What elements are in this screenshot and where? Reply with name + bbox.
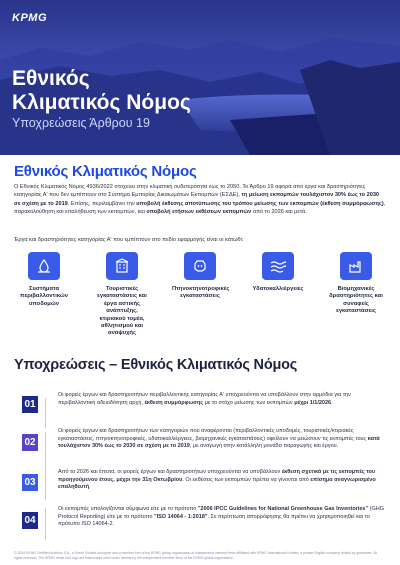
category-list xyxy=(14,252,386,342)
divider xyxy=(45,432,46,470)
section-title-obligations: Υποχρεώσεις – Εθνικός Κλιματικός Νόμος xyxy=(14,357,298,373)
divider xyxy=(45,398,46,428)
category-item xyxy=(328,252,384,316)
factory-icon xyxy=(348,258,364,274)
category-label: Τουριστικές εγκαταστάσεις και έργα αστικής ανάπτυξης, κτιριακού τομέα, αθλητισμού και αναψυχής xyxy=(97,286,147,337)
ob2-emph-b: κατά τουλάχιστον 30% έως το 2030 σε σχέση με το 2019 xyxy=(58,435,380,450)
hero-title-line-1: Εθνικός xyxy=(12,67,90,90)
ob4-emph-b: "2006 IPCC Guidelines for National Greenhouse Gas Inventories" xyxy=(197,506,369,512)
hero-banner xyxy=(0,0,400,155)
category-item xyxy=(16,252,72,308)
category-label: Συστήματα περιβαλλοντικών υποδομών xyxy=(20,286,68,307)
ob3-text-a: Από το 2026 και έπειτα, οι φορείς έργων και δραστηριοτήτων υποχρεούνται να υποβάλλουν xyxy=(58,469,282,475)
obligation-number: 04 xyxy=(22,512,38,529)
section-title-law: Εθνικός Κλιματικός Νόμος xyxy=(14,163,197,180)
category-item xyxy=(250,252,306,293)
category-icon-box xyxy=(262,252,294,280)
intro-emph-3: υποβολή ετήσιων εκθέσεων εκπομπών xyxy=(146,209,252,216)
obligation-number: 01 xyxy=(22,396,38,413)
ob1-emph-d: μέχρι 1/1/2026 xyxy=(294,399,332,406)
ob1-text-e: . xyxy=(331,399,333,406)
category-icon-box xyxy=(28,252,60,280)
intro-paragraph xyxy=(14,183,386,217)
ob2-text-e: έργου. xyxy=(322,443,339,450)
intro-emph-1: τη μείωση εκπομπών τουλάχιστον 30% έως το 2030 σε σχέση με το 2019 xyxy=(14,192,380,207)
category-label: Πτηνοκτηνοτροφικές εγκαταστάσεις xyxy=(172,286,230,300)
intro-text-3: , παρακολούθηση και επαλήθευση των εκπομπών, και xyxy=(14,200,386,216)
category-item xyxy=(94,252,150,338)
ob4-emph-d: "ISO 14064 - 1:2018" xyxy=(153,513,208,520)
hero-title-line-2: Κλιματικός Νόμος xyxy=(12,91,191,114)
category-icon-box xyxy=(184,252,216,280)
obligation-text xyxy=(58,506,388,529)
ob3-emph-d: επίσημα αναγνωρισμένο επαληθευτή xyxy=(58,476,376,491)
kpmg-logo: KPMG xyxy=(12,12,47,24)
hero-title xyxy=(12,67,191,115)
hero-subtitle: Υποχρεώσεις Άρθρου 19 xyxy=(12,116,150,130)
building-icon xyxy=(114,258,130,274)
obligation-number: 03 xyxy=(22,474,38,491)
legal-footer: © 2024 KPMG Certified Auditors S.A., a Greek Société Anonyme and a member firm of the KPMG global organization of independent member firms affiliated with KPMG International Limited, a private English company limited by guarantee. All rights reserved. The KPMG name and logo are trademarks used under license by the independent member firms of the KPMG global organization. xyxy=(14,551,377,560)
ob1-text-c: με το στόχο μείωσης των εκπομπών xyxy=(203,399,295,406)
category-icon-box xyxy=(340,252,372,280)
ob4-text-e: . Σε περίπτωση απορρόφησης θα πρέπει να χρησιμοποιηθεί και το πρότυπο ISO 14064-2. xyxy=(58,513,370,528)
obligation-text xyxy=(58,428,388,451)
ob4-text-c: (GHG Protocol Reporting) είτε με το πρότυπο xyxy=(58,506,384,520)
intro-text-2: . Επίσης, περιλαμβάνει την xyxy=(67,200,137,207)
obligation-text xyxy=(58,469,388,492)
ob3-emph-b: έκθεση σχετικά με τις εκπομπές του προηγούμενου έτους, μέχρι την 31η Οκτωβρίου xyxy=(58,469,376,483)
ob2-text-c: , με αναγωγή στην κατάλληλη μονάδα παραγωγής και xyxy=(189,443,323,450)
category-item xyxy=(172,252,228,301)
scope-sentence: Έργα και δραστηριότητες κατηγορίας Α' που εμπίπτουν στο πεδίο εφαρμογής είναι οι κάτωθι: xyxy=(14,237,244,243)
obligation-number: 02 xyxy=(22,434,38,451)
waves-icon xyxy=(270,258,286,274)
ob3-text-e: . xyxy=(89,484,91,491)
intro-emph-2: υποβολή έκθεσης αποτύπωσης του τρόπου μείωσης των εκπομπών (έκθεση συμμόρφωσης) xyxy=(136,200,384,207)
intro-text-4: από το 2026 και μετά. xyxy=(251,209,307,216)
ob4-text-a: Οι εκπομπές υπολογίζονται σύμφωνα είτε με το πρότυπο xyxy=(58,506,198,512)
obligation-text xyxy=(58,392,388,407)
category-icon-box xyxy=(106,252,138,280)
ob2-text-a: Οι φορείς έργων και δραστηριοτήτων των κατηγοριών που αναφέρονται (περιβαλλοντικές υποδομές, τουριστικές/κτιριακές εγκαταστάσεις, πτηνοκτηνοτροφικές, υδατοκαλλιέργειες, βιομηχανικές εγκαταστάσεις) οφείλουν να μειώσουν τις εκπομπές τους xyxy=(58,428,368,442)
livestock-icon xyxy=(192,258,208,274)
ob3-text-c: . Οι εκθέσεις των εκπομπών πρέπει να γίνονται από xyxy=(182,476,311,483)
ob1-text-a: Οι φορείς έργων και δραστηριοτήτων περιβαλλοντικής κατηγορίας Α' υποχρεούνται να υποβάλλουν στην αρμόδια για την περιβαλλοντική αδειοδότηση αρχή, xyxy=(58,392,351,406)
category-label: Υδατοκαλλιέργειες xyxy=(252,286,304,292)
ob1-emph-b: έκθεση συμμόρφωσης xyxy=(144,399,204,406)
intro-text-1: Ο Εθνικός Κλιματικός Νόμος 4936/2022 στοχεύει στην κλιματική ουδετερότητα έως το 2050. Το Άρθρο 19 αφορά από έργα και δραστηριότητες κατηγορίας Α' που δεν εμπίπτουν στο Σύστημα Εμπορίας Δικαιωμάτων Εκπομπών (ΕΣΔΕ), xyxy=(14,184,366,199)
divider xyxy=(45,508,46,540)
water-drop-icon xyxy=(36,258,52,274)
category-label: Βιομηχανικές δραστηριότητες και συναφείς εγκαταστάσεις xyxy=(329,286,383,315)
divider xyxy=(45,470,46,500)
